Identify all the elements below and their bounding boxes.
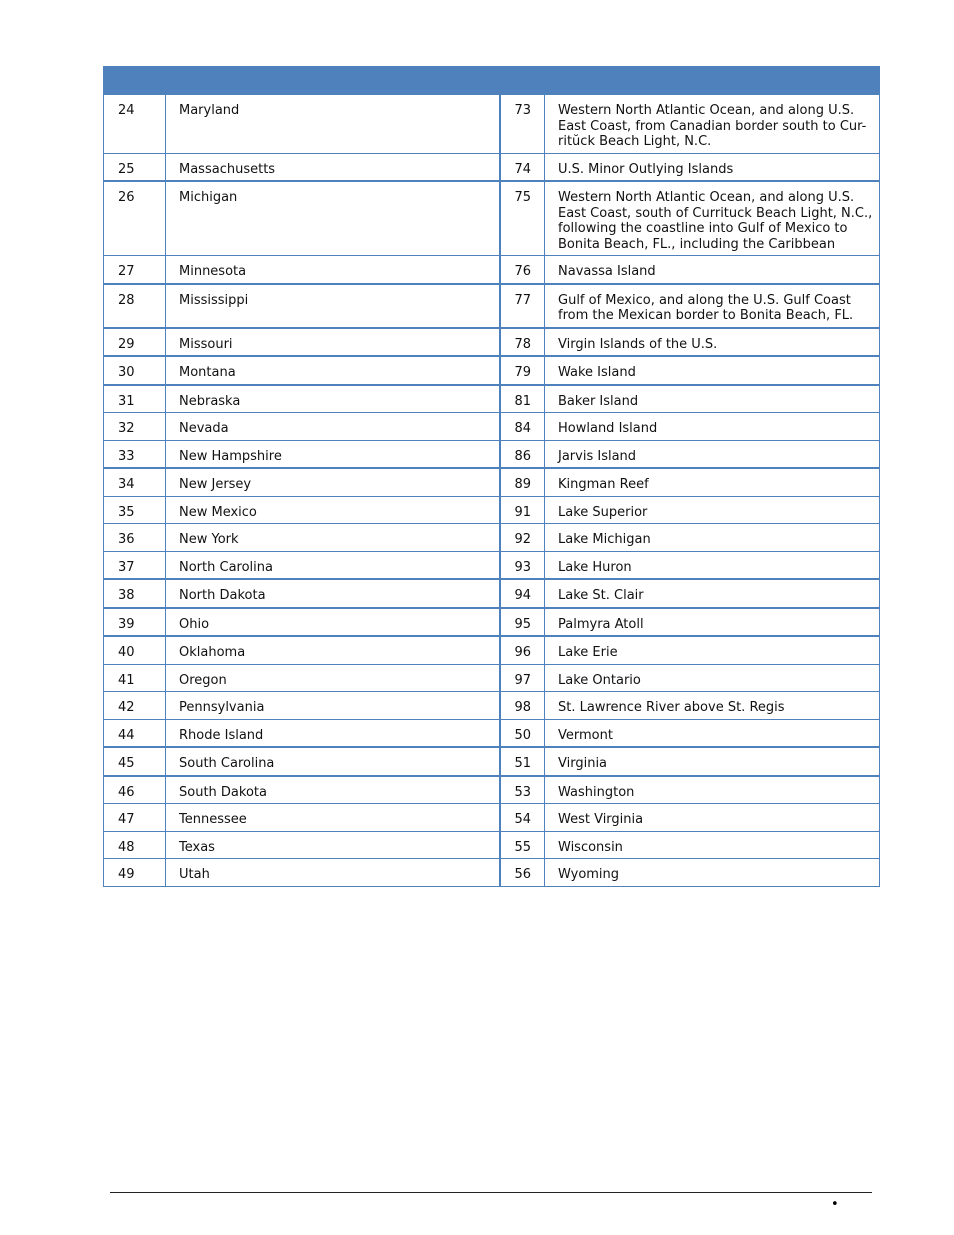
state-name-cell: Nebraska [166,385,500,413]
table-header-cell [104,67,880,95]
area-name-cell: Lake Superior [545,496,880,524]
area-name-cell: Wake Island [545,356,880,385]
state-name-cell: Minnesota [166,256,500,284]
area-name-cell: Gulf of Mexico, and along the U.S. Gulf Coast from the Mexican border to Bonita Beach, FL. [545,284,880,328]
state-name-cell: South Carolina [166,747,500,776]
table-row [104,496,880,524]
area-name-cell: Virgin Islands of the U.S. [545,328,880,357]
code-cell-left: 46 [104,776,166,804]
table-row [104,692,880,720]
code-cell-left: 37 [104,551,166,579]
code-cell-left: 28 [104,284,166,328]
state-name-cell: Oklahoma [166,636,500,664]
state-name-cell: Pennsylvania [166,692,500,720]
code-cell-right: 92 [500,524,545,552]
code-cell-left: 33 [104,440,166,468]
code-cell-left: 31 [104,385,166,413]
code-cell-right: 89 [500,468,545,496]
code-cell-right: 75 [500,181,545,256]
table-row [104,551,880,579]
state-name-cell: Utah [166,859,500,887]
code-cell-left: 29 [104,328,166,357]
code-cell-left: 45 [104,747,166,776]
code-cell-left: 47 [104,804,166,832]
area-name-cell: Western North Atlantic Ocean, and along U.S. East Coast, south of Currituck Beach Light, N.C., following the coastline into Gulf of Mexico to Bonita Beach, FL., including the Caribbean [545,181,880,256]
table-row [104,776,880,804]
table-row [104,608,880,637]
code-cell-left: 30 [104,356,166,385]
table-body [104,95,880,887]
table-row [104,719,880,747]
code-cell-right: 54 [500,804,545,832]
state-code-table [103,66,880,887]
state-name-cell: Montana [166,356,500,385]
table-row [104,440,880,468]
code-cell-right: 50 [500,719,545,747]
area-name-cell: Lake Michigan [545,524,880,552]
table-row [104,579,880,608]
area-name-cell: St. Lawrence River above St. Regis [545,692,880,720]
table-row [104,95,880,154]
table-row [104,256,880,284]
table-row [104,385,880,413]
code-cell-left: 38 [104,579,166,608]
area-name-cell: Navassa Island [545,256,880,284]
code-cell-left: 35 [104,496,166,524]
table-row [104,284,880,328]
table-row [104,831,880,859]
table-row [104,153,880,181]
table-row [104,664,880,692]
code-cell-right: 93 [500,551,545,579]
code-cell-left: 26 [104,181,166,256]
table-row [104,524,880,552]
table-row [104,859,880,887]
code-cell-left: 41 [104,664,166,692]
code-cell-left: 44 [104,719,166,747]
area-name-cell: U.S. Minor Outlying Islands [545,153,880,181]
code-cell-left: 49 [104,859,166,887]
area-name-cell: Howland Island [545,413,880,441]
code-cell-left: 24 [104,95,166,154]
state-name-cell: Maryland [166,95,500,154]
area-name-cell: Lake St. Clair [545,579,880,608]
state-name-cell: Michigan [166,181,500,256]
code-cell-left: 48 [104,831,166,859]
table-row [104,804,880,832]
code-cell-right: 95 [500,608,545,637]
state-name-cell: Tennessee [166,804,500,832]
code-cell-right: 56 [500,859,545,887]
area-name-cell: Vermont [545,719,880,747]
code-cell-left: 40 [104,636,166,664]
code-cell-right: 78 [500,328,545,357]
table-row [104,413,880,441]
state-name-cell: Mississippi [166,284,500,328]
state-name-cell: New York [166,524,500,552]
area-name-cell: Kingman Reef [545,468,880,496]
state-name-cell: North Carolina [166,551,500,579]
state-name-cell: Missouri [166,328,500,357]
area-name-cell: Baker Island [545,385,880,413]
code-cell-right: 76 [500,256,545,284]
area-name-cell: Western North Atlantic Ocean, and along U.S. East Coast, from Canadian border south to Cur-ritŭck Beach Light, N.C. [545,95,880,154]
code-cell-right: 73 [500,95,545,154]
area-name-cell: Lake Huron [545,551,880,579]
code-cell-left: 39 [104,608,166,637]
code-cell-left: 36 [104,524,166,552]
state-name-cell: South Dakota [166,776,500,804]
code-cell-right: 55 [500,831,545,859]
state-name-cell: Nevada [166,413,500,441]
code-cell-left: 27 [104,256,166,284]
code-cell-right: 74 [500,153,545,181]
code-cell-right: 79 [500,356,545,385]
footer-rule [110,1192,872,1193]
area-name-cell: West Virginia [545,804,880,832]
code-cell-left: 32 [104,413,166,441]
code-cell-right: 51 [500,747,545,776]
code-cell-right: 96 [500,636,545,664]
area-name-cell: Wyoming [545,859,880,887]
table-row [104,636,880,664]
code-cell-right: 91 [500,496,545,524]
code-cell-right: 77 [500,284,545,328]
code-cell-left: 25 [104,153,166,181]
state-name-cell: Ohio [166,608,500,637]
area-name-cell: Lake Ontario [545,664,880,692]
state-name-cell: Texas [166,831,500,859]
code-cell-right: 81 [500,385,545,413]
table-row [104,356,880,385]
area-name-cell: Washington [545,776,880,804]
code-cell-right: 98 [500,692,545,720]
table-row [104,468,880,496]
code-cell-right: 97 [500,664,545,692]
table-row [104,181,880,256]
code-cell-right: 53 [500,776,545,804]
area-name-cell: Wisconsin [545,831,880,859]
code-cell-right: 84 [500,413,545,441]
state-name-cell: Oregon [166,664,500,692]
state-name-cell: Rhode Island [166,719,500,747]
table-row [104,747,880,776]
state-name-cell: North Dakota [166,579,500,608]
code-cell-left: 34 [104,468,166,496]
area-name-cell: Virginia [545,747,880,776]
state-name-cell: New Mexico [166,496,500,524]
code-cell-right: 94 [500,579,545,608]
state-name-cell: New Jersey [166,468,500,496]
code-cell-right: 86 [500,440,545,468]
area-name-cell: Lake Erie [545,636,880,664]
area-name-cell: Palmyra Atoll [545,608,880,637]
footer-bullet: • [831,1197,839,1212]
area-name-cell: Jarvis Island [545,440,880,468]
state-name-cell: Massachusetts [166,153,500,181]
table-row [104,328,880,357]
table-header-bar [104,67,880,95]
code-cell-left: 42 [104,692,166,720]
state-name-cell: New Hampshire [166,440,500,468]
